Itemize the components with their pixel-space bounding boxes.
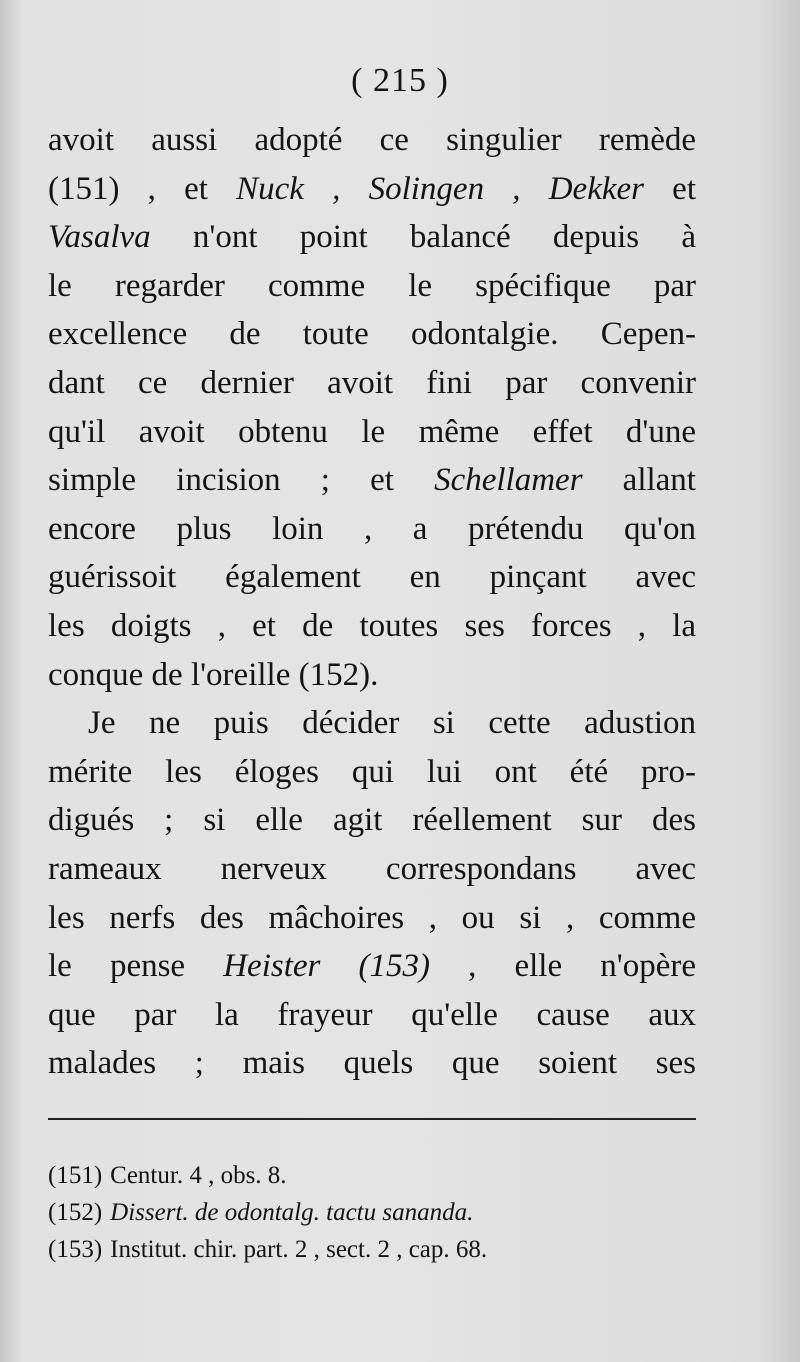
text-line xyxy=(48,748,696,797)
text-run: les doigts , et de toutes ses forces , la xyxy=(48,607,696,644)
text-line xyxy=(48,699,696,748)
text-run: Je ne puis décider si cette adustion xyxy=(88,705,696,742)
text-line xyxy=(48,505,696,554)
footnote xyxy=(48,1195,696,1232)
text-line xyxy=(48,991,696,1040)
text-run: allant xyxy=(582,462,696,499)
text-run: que par la frayeur qu'elle cause aux xyxy=(48,996,696,1033)
text-run: malades ; mais quels que soient ses xyxy=(48,1045,696,1082)
text-run: qu'il avoit obtenu le même effet d'une xyxy=(48,413,696,450)
text-run: excellence de toute odontalgie. Cepen- xyxy=(48,316,696,353)
footnote-number: (153) xyxy=(48,1236,103,1263)
text-run: dant ce dernier avoit fini par convenir xyxy=(48,364,696,401)
italic-text: Schellamer xyxy=(434,462,583,499)
text-run: digués ; si elle agit réellement sur des xyxy=(48,802,696,839)
text-run: les nerfs des mâchoires , ou si , comme xyxy=(48,899,696,936)
text-run: simple incision ; et xyxy=(48,462,435,499)
text-line xyxy=(48,262,696,311)
text-line xyxy=(48,942,696,991)
text-run: guérissoit également en pinçant avec xyxy=(48,559,696,596)
text-run: avoit aussi adopté ce singulier remède xyxy=(48,122,696,158)
italic-text: Vasalva xyxy=(48,219,151,256)
text-line xyxy=(48,359,696,408)
text-run: n'ont point balancé depuis à xyxy=(150,219,696,256)
italic-text: Nuck , Solingen , Dekker xyxy=(236,170,644,207)
text-line xyxy=(48,553,696,602)
text-line xyxy=(48,408,696,457)
italic-text: Heister (153) xyxy=(223,948,430,985)
body-text xyxy=(48,116,696,1088)
footnote-text: Institut. chir. part. 2 , sect. 2 , cap. 68. xyxy=(110,1236,488,1263)
text-line xyxy=(48,894,696,943)
footnote xyxy=(48,1232,696,1269)
footnote-rule xyxy=(48,1118,696,1120)
text-line xyxy=(48,796,696,845)
text-run: et xyxy=(643,170,696,207)
text-run: le regarder comme le spécifique par xyxy=(48,267,696,304)
text-run: (151) , et xyxy=(48,170,237,207)
text-run: , elle n'opère xyxy=(429,948,696,985)
text-run: conque de l'oreille (152). xyxy=(48,656,379,693)
text-line xyxy=(48,165,696,214)
footnote-text: Centur. 4 , obs. 8. xyxy=(110,1162,287,1189)
page-number: ( 215 ) xyxy=(351,62,449,99)
text-line xyxy=(48,845,696,894)
text-line xyxy=(48,310,696,359)
text-line xyxy=(48,213,696,262)
footnote xyxy=(48,1158,696,1195)
footnotes xyxy=(48,1158,696,1269)
text-run: rameaux nerveux correspondans avec xyxy=(48,850,696,887)
text-line xyxy=(48,456,696,505)
text-line xyxy=(48,651,696,700)
footnote-number: (152) xyxy=(48,1199,103,1226)
text-line xyxy=(48,602,696,651)
footnote-number: (151) xyxy=(48,1162,103,1189)
text-run: mérite les éloges qui lui ont été pro- xyxy=(48,753,696,790)
text-line xyxy=(48,1039,696,1088)
footnote-text: Dissert. de odontalg. tactu sananda. xyxy=(110,1199,474,1226)
text-run: le pense xyxy=(48,948,224,985)
text-line xyxy=(48,116,696,165)
text-run: encore plus loin , a prétendu qu'on xyxy=(48,510,696,547)
